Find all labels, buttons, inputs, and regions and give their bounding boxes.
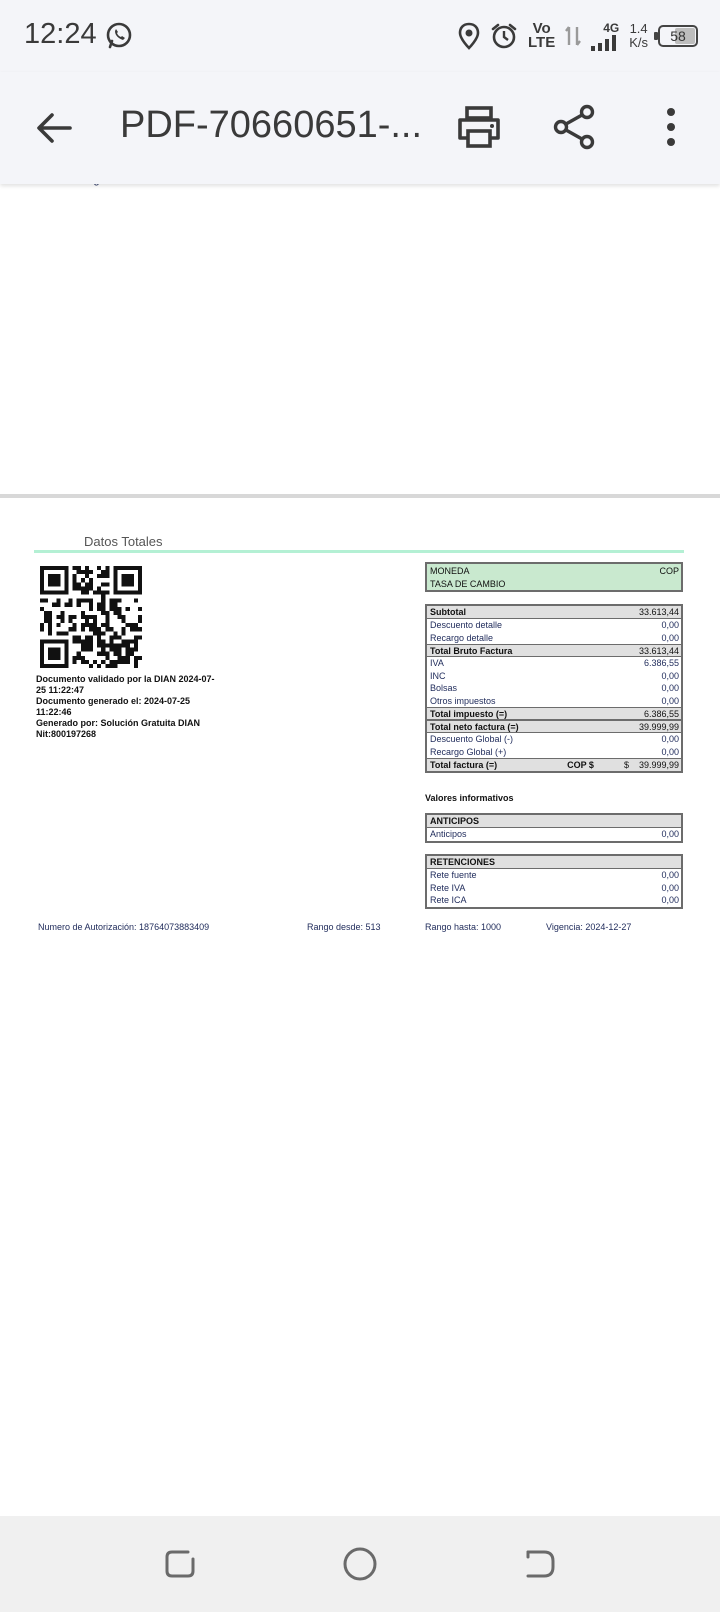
validation-text: Documento validado por la DIAN 2024-07-25 11:22:47 Documento generado el: 2024-07-25 11:22:46 Generado por: Solución Gratuita DIAN Nit:800197268 — [36, 674, 215, 739]
back-arrow-icon[interactable] — [34, 108, 74, 148]
table-header: ANTICIPOS — [427, 815, 681, 828]
home-icon[interactable] — [342, 1546, 378, 1582]
share-icon[interactable] — [552, 104, 598, 150]
print-icon[interactable] — [456, 104, 502, 150]
validity-date: Vigencia: 2024-12-27 — [546, 922, 632, 932]
location-icon — [458, 22, 480, 50]
authorization-number: Numero de Autorización: 18764073883409 — [38, 922, 210, 932]
battery-icon — [658, 25, 698, 47]
table-row: Descuento detalle 0,00 — [430, 620, 679, 631]
signal-group — [591, 21, 619, 51]
table-row: Subtotal 33.613,44 — [427, 606, 681, 619]
section-divider — [34, 550, 684, 553]
info-values-label: Valores informativos — [425, 793, 514, 803]
page-separator — [0, 494, 720, 498]
more-vert-icon[interactable] — [658, 104, 684, 150]
totals-table — [425, 604, 683, 773]
whatsapp-icon — [104, 21, 134, 51]
table-header: RETENCIONES — [427, 856, 681, 869]
table-row: Total impuesto (=) 6.386,55 — [427, 707, 681, 720]
table-row: Rete IVA 0,00 — [430, 882, 679, 893]
table-row: Rete fuente 0,00 — [430, 870, 679, 881]
document-title: PDF-70660651-... — [120, 104, 423, 146]
table-row: Recargo Global (+) 0,00 — [430, 746, 679, 757]
app-bar — [0, 72, 720, 184]
table-row: Rete ICA 0,00 — [430, 895, 679, 906]
status-time: 12:24 — [24, 18, 97, 50]
range-to: Rango hasta: 1000 — [425, 922, 502, 932]
table-row: IVA 6.386,55 — [430, 658, 679, 669]
table-row: Anticipos 0,00 — [430, 829, 679, 840]
retenciones-table — [425, 854, 683, 909]
recent-apps-icon[interactable] — [162, 1546, 198, 1582]
table-row: Recargo detalle 0,00 — [430, 632, 679, 643]
battery-level: 58 — [670, 28, 686, 44]
total-row: Total factura (=) COP $ $ 39.999,99 — [427, 758, 681, 771]
currency-row: MONEDA COP — [430, 565, 679, 576]
status-bar — [0, 0, 720, 72]
pdf-viewer[interactable] — [0, 184, 720, 1516]
table-row: Bolsas 0,00 — [430, 683, 679, 694]
table-row: INC 0,00 — [430, 670, 679, 681]
network-speed: 1.4 K/s — [629, 21, 648, 50]
qr-code — [40, 566, 142, 668]
table-row: Total Bruto Factura 33.613,44 — [427, 644, 681, 657]
table-row: Descuento Global (-) 0,00 — [430, 734, 679, 745]
navigation-bar — [0, 1516, 720, 1612]
volte-icon: Vo LTE — [527, 20, 556, 51]
table-row: Otros impuestos 0,00 — [430, 695, 679, 706]
section-title: Datos Totales — [84, 534, 163, 549]
table-row: Total neto factura (=) 39.999,99 — [427, 720, 681, 733]
data-arrows-icon — [565, 23, 581, 49]
currency-table — [425, 562, 683, 592]
range-from: Rango desde: 513 — [307, 922, 381, 932]
signal-icon — [591, 35, 619, 51]
alarm-icon — [490, 22, 518, 50]
exchange-rate-row: TASA DE CAMBIO — [430, 578, 506, 589]
network-type: 4G — [603, 21, 620, 35]
anticipos-table — [425, 813, 683, 843]
back-icon[interactable] — [522, 1546, 558, 1582]
